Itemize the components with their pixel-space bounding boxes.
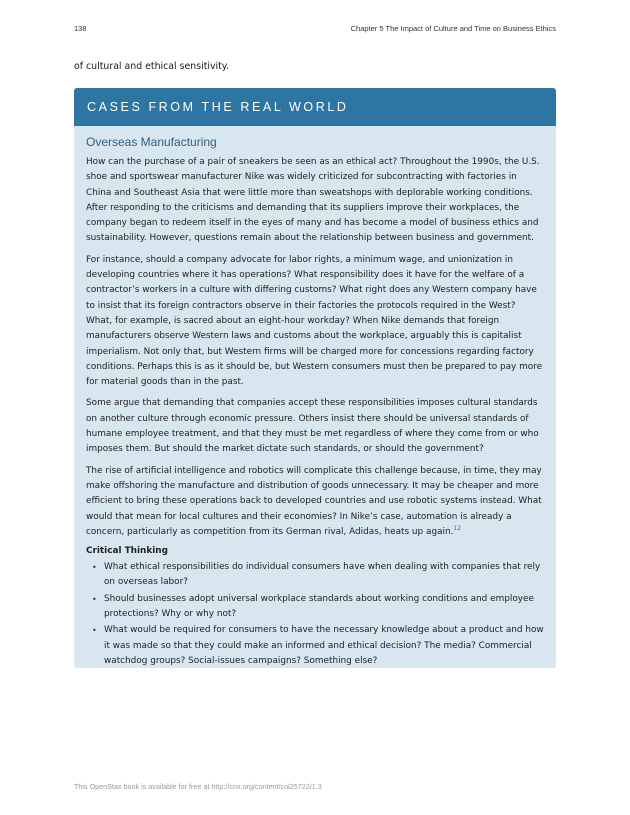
footnote-ref-link[interactable]: 12 <box>453 524 462 532</box>
case-title: Overseas Manufacturing <box>86 135 217 149</box>
intro-text: of cultural and ethical sensitivity. <box>74 61 229 72</box>
paragraph-2: For instance, should a company advocate for labor rights, a minimum wage, and unionization in developing countries where it has operations? What responsibility does it have for the welfare of a contractor’s workers in a culture with differing customs? What right does any Western company have to insist that its foreign contractors observe in their factories the protocols required in the West? What, for example, is sacred about an eight-hour workday? When Nike demands that foreign manufacturers observe Western laws and customs about the workplace, arguably this is capitalist imperialism. Not only that, but Western firms will be charged more for concessions regarding factory conditions. Perhaps this is as it should be, but Western consumers must then be prepared to pay more for material goods than in the past. <box>86 254 543 388</box>
question-item: • What ethical responsibilities do individual consumers have when dealing with companies that rely on overseas labor? <box>104 560 544 591</box>
feature-banner: CASES FROM THE REAL WORLD <box>74 88 556 126</box>
page-header <box>74 24 556 33</box>
paragraph-1: How can the purchase of a pair of sneakers be seen as an ethical act? Throughout the 1990s, the U.S. shoe and sportswear manufacturer Nike was widely criticized for subcontracting with factories in China and Southeast Asia that were little more than sweatshops with deplorable working conditions. After responding to the criticisms and demanding that its suppliers improve their workplaces, the company began to redeem itself in the eyes of many and has become a model of business ethics and sustainability. However, questions remain about the relationship between business and government. <box>86 157 540 244</box>
paragraph-4 <box>86 464 544 540</box>
question-item: • Should businesses adopt universal workplace standards about working conditions and employee protections? Why or why not? <box>104 592 544 623</box>
critical-thinking-list <box>86 560 544 669</box>
chapter-title: Chapter 5 The Impact of Culture and Time on Business Ethics <box>350 24 556 33</box>
critical-thinking-heading: Critical Thinking <box>86 546 168 557</box>
paragraph-3: Some argue that demanding that companies accept these responsibilities imposes cultural standards on another culture through economic pressure. Others insist there should be universal standards of humane employee treatment, and that they must be met regardless of where they come from or who imposes them. But should the market dictate such standards, or should the government? <box>86 398 539 455</box>
feature-body <box>74 126 556 669</box>
page-number: 138 <box>74 24 87 33</box>
paragraph-4-text: The rise of artificial intelligence and robotics will complicate this challenge because, in time, they may make offshoring the manufacture and distribution of goods unnecessary. It may be cheaper and more efficient to bring these operations back to developed countries and use robotic systems instead. What would that mean for local cultures and their economies? In Nike’s case, automation is already a concern, particularly as competition from its German rival, Adidas, heats up again. <box>86 465 542 537</box>
question-item: • What would be required for consumers to have the necessary knowledge about a product and how it was made so that they could make an informed and ethical decision? The media? Commercial watchdog groups? Social-issues campaigns? Something else? <box>104 623 544 669</box>
page-footer: This OpenStax book is available for free at http://cnx.org/content/col25722/1.3 <box>74 782 322 791</box>
case-feature-box <box>74 88 556 668</box>
